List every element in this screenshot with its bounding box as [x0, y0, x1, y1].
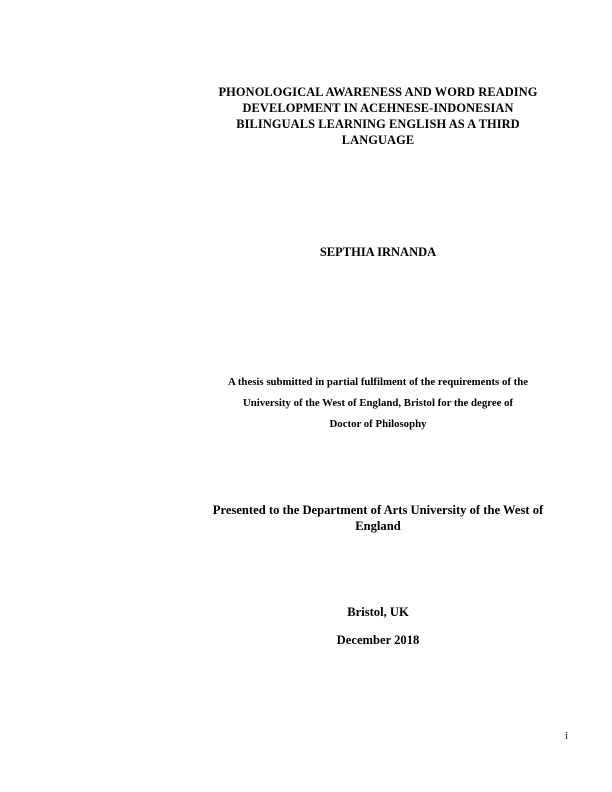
thesis-title: [150, 84, 606, 148]
thesis-title-line: DEVELOPMENT IN ACEHNESE-INDONESIAN: [242, 101, 514, 115]
page-number: i: [565, 731, 568, 742]
thesis-statement-line: Doctor of Philosophy: [329, 418, 427, 430]
thesis-title-line: BILINGUALS LEARNING ENGLISH AS A THIRD: [236, 117, 520, 131]
thesis-title-line: PHONOLOGICAL AWARENESS AND WORD READING: [218, 85, 538, 99]
thesis-statement: [150, 372, 606, 435]
presented-to-line: England: [355, 519, 401, 533]
author-name: SEPTHIA IRNANDA: [319, 245, 437, 259]
presented-to-line: Presented to the Department of Arts University of the West of: [212, 503, 544, 517]
place: Bristol, UK: [347, 605, 409, 619]
thesis-statement-line: A thesis submitted in partial fulfilment of the requirements of the: [227, 376, 529, 388]
presented-to: [150, 502, 606, 534]
thesis-statement-line: University of the West of England, Bristol for the degree of: [242, 397, 514, 409]
submission-date: December 2018: [336, 633, 420, 647]
thesis-title-line: LANGUAGE: [341, 133, 415, 147]
